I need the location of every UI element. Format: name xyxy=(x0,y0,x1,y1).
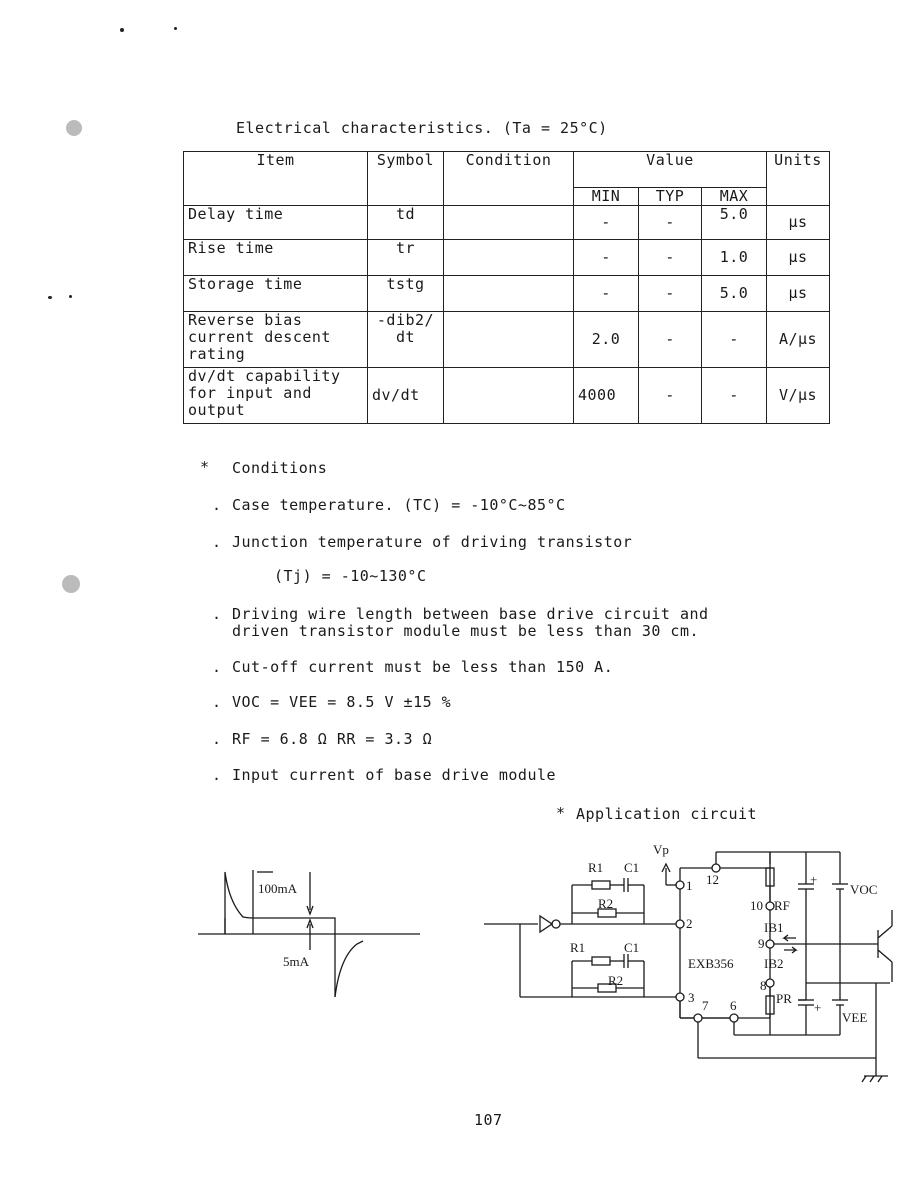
cell-condition xyxy=(444,206,574,240)
table-row xyxy=(184,368,830,424)
header-symbol: Symbol xyxy=(368,152,444,206)
cell-condition xyxy=(444,312,574,368)
cell-units: μs xyxy=(767,206,830,240)
label-r1-bottom: R1 xyxy=(570,940,586,955)
bullet: . xyxy=(212,766,222,784)
table-row xyxy=(184,240,830,276)
cell-min: - xyxy=(574,276,639,312)
label-vee: VEE xyxy=(842,1010,868,1025)
cell-max: 5.0 xyxy=(702,276,767,312)
cell-typ: - xyxy=(639,206,702,240)
pin-9: 9 xyxy=(758,936,765,951)
cell-min: 4000 xyxy=(574,368,639,424)
pin-1: 1 xyxy=(686,878,693,893)
cell-max: - xyxy=(702,312,767,368)
cell-symbol: dv/dt xyxy=(368,368,444,424)
cell-min: - xyxy=(574,240,639,276)
header-condition: Condition xyxy=(444,152,574,206)
cell-item: dv/dt capability for input and output xyxy=(184,368,368,424)
header-max: MAX xyxy=(702,188,767,206)
scan-speck xyxy=(174,27,177,30)
label-vp: Vp xyxy=(653,842,669,857)
pin-8: 8 xyxy=(760,978,767,993)
header-min: MIN xyxy=(574,188,639,206)
cell-units: μs xyxy=(767,240,830,276)
bullet: . xyxy=(212,496,222,514)
condition-item: (Tj) = -10~130°C xyxy=(274,567,427,585)
cell-typ: - xyxy=(639,312,702,368)
header-units: Units xyxy=(767,152,830,206)
table-row xyxy=(184,276,830,312)
pin-3: 3 xyxy=(688,990,695,1005)
pin-12: 12 xyxy=(706,872,719,887)
label-r2-bottom: R2 xyxy=(608,973,624,988)
punch-hole xyxy=(62,575,80,593)
cell-symbol: tr xyxy=(368,240,444,276)
scan-speck xyxy=(120,28,124,32)
label-ic: EXB356 xyxy=(688,956,734,971)
cell-typ: - xyxy=(639,240,702,276)
cell-units: μs xyxy=(767,276,830,312)
label-pr: PR xyxy=(776,991,792,1006)
label-ib2: IB2 xyxy=(764,956,784,971)
cell-max: 1.0 xyxy=(702,240,767,276)
application-heading: Application circuit xyxy=(576,805,758,823)
label-r2-top: R2 xyxy=(598,896,614,911)
cell-symbol: td xyxy=(368,206,444,240)
cell-units: V/μs xyxy=(767,368,830,424)
punch-hole xyxy=(66,120,82,136)
condition-item: Input current of base drive module xyxy=(232,766,557,784)
label-plus-top: + xyxy=(810,872,818,887)
condition-item: Driving wire length between base drive circuit and xyxy=(232,605,709,623)
conditions-star: * xyxy=(200,458,210,476)
condition-item: RF = 6.8 Ω RR = 3.3 Ω xyxy=(232,730,433,748)
waveform-label-5ma: 5mA xyxy=(283,954,309,969)
condition-item: VOC = VEE = 8.5 V ±15 % xyxy=(232,693,452,711)
page-number: 107 xyxy=(474,1111,503,1129)
bullet: . xyxy=(212,730,222,748)
bullet: . xyxy=(212,658,222,676)
label-rf: RF xyxy=(774,898,790,913)
header-item: Item xyxy=(184,152,368,206)
pin-6: 6 xyxy=(730,998,737,1013)
cell-item: Delay time xyxy=(184,206,368,240)
scan-speck xyxy=(48,296,52,299)
cell-condition xyxy=(444,276,574,312)
pin-2: 2 xyxy=(686,916,693,931)
label-r1-top: R1 xyxy=(588,860,604,875)
label-c1-top: C1 xyxy=(624,860,640,875)
label-voc: VOC xyxy=(850,882,878,897)
pin-7: 7 xyxy=(702,998,709,1013)
cell-typ: - xyxy=(639,276,702,312)
label-c1-bottom: C1 xyxy=(624,940,640,955)
bullet: . xyxy=(212,533,222,551)
cell-item: Storage time xyxy=(184,276,368,312)
input-current-waveform xyxy=(195,862,425,1007)
cell-max: - xyxy=(702,368,767,424)
header-value: Value xyxy=(574,152,767,188)
header-typ: TYP xyxy=(639,188,702,206)
application-star: * xyxy=(556,804,566,822)
cell-item: Reverse bias current descent rating xyxy=(184,312,368,368)
cell-min: - xyxy=(574,206,639,240)
table-row xyxy=(184,312,830,368)
condition-item: Junction temperature of driving transistor xyxy=(232,533,633,551)
cell-max: 5.0 xyxy=(702,206,767,240)
cell-item: Rise time xyxy=(184,240,368,276)
cell-condition xyxy=(444,368,574,424)
cell-symbol: tstg xyxy=(368,276,444,312)
condition-item: Cut-off current must be less than 150 A. xyxy=(232,658,614,676)
cell-symbol: -dib2/ dt xyxy=(368,312,444,368)
cell-units: A/μs xyxy=(767,312,830,368)
application-circuit-diagram xyxy=(480,840,900,1085)
cell-typ: - xyxy=(639,368,702,424)
bullet: . xyxy=(212,605,222,623)
cell-condition xyxy=(444,240,574,276)
condition-item: Case temperature. (TC) = -10°C~85°C xyxy=(232,496,566,514)
section-title: Electrical characteristics. (Ta = 25°C) xyxy=(236,119,608,137)
conditions-heading: Conditions xyxy=(232,459,328,477)
scan-speck xyxy=(69,295,72,298)
label-ib1: IB1 xyxy=(764,920,784,935)
electrical-characteristics-table xyxy=(183,151,830,424)
pin-10: 10 xyxy=(750,898,763,913)
condition-item: driven transistor module must be less than 30 cm. xyxy=(232,622,700,640)
cell-min: 2.0 xyxy=(574,312,639,368)
bullet: . xyxy=(212,693,222,711)
label-plus-bottom: + xyxy=(814,1000,822,1015)
table-row xyxy=(184,206,830,240)
waveform-label-100ma: 100mA xyxy=(258,881,297,896)
